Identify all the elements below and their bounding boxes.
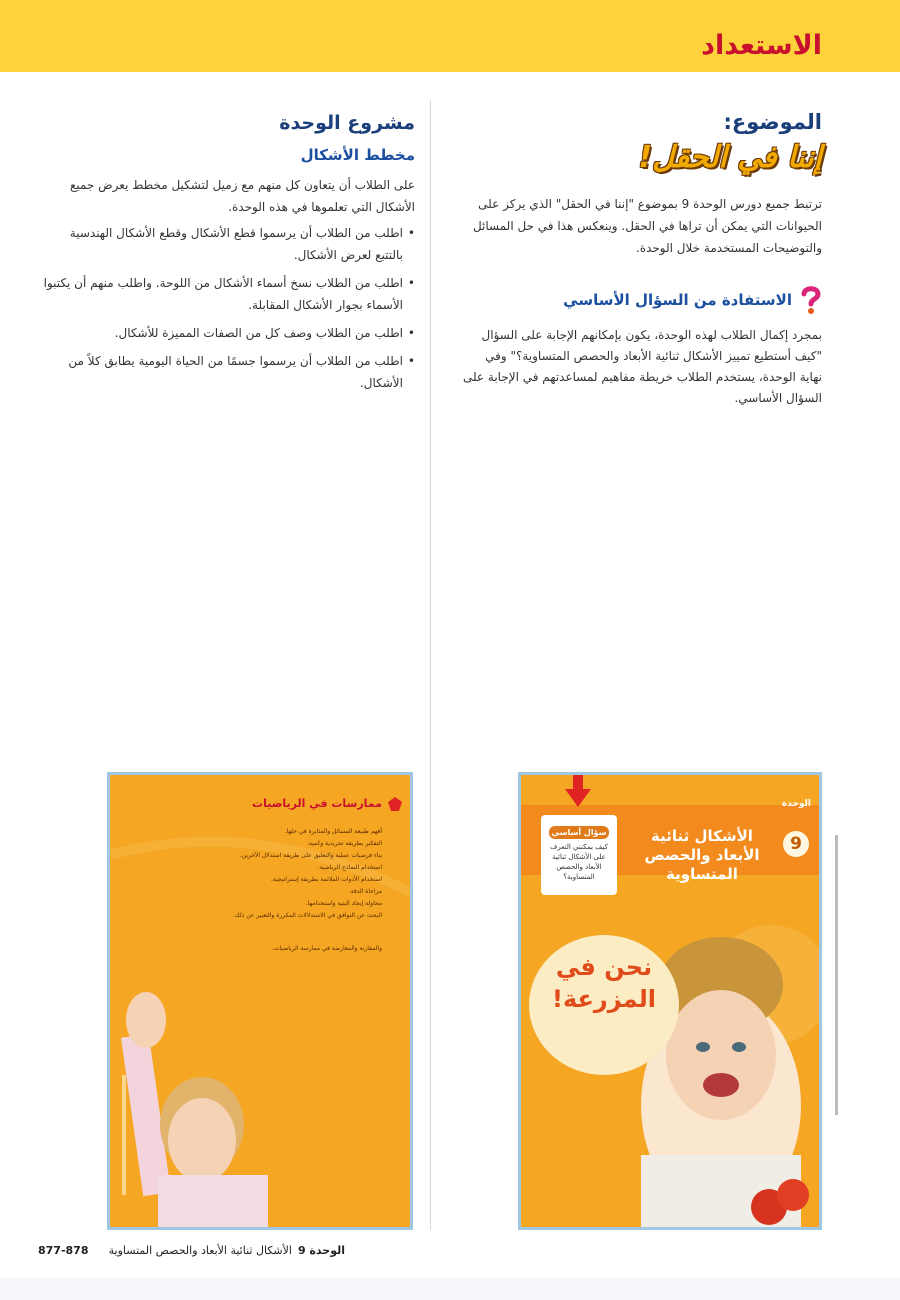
list-item: أفهم طبيعة المسائل والمثابرة في حلها. [284, 828, 382, 835]
cover-essential-question-box [541, 815, 617, 895]
practices-badge-icon [388, 797, 402, 811]
speech-bubble-text: نحن في المزرعة! [552, 953, 656, 1013]
project-title: مشروع الوحدة [279, 112, 415, 134]
topic-title: إننا في الحقل! [638, 140, 822, 175]
page-title: الاستعداد [701, 30, 822, 61]
cover-eq-label: سؤال أساسي [549, 826, 610, 839]
page-footer [109, 1244, 345, 1257]
list-item: • اطلب من الطلاب وصف كل من الصفات المميزة للأشكال. [40, 322, 415, 344]
cover-unit-title: الأشكال ثنائية الأبعاد والحصص المتساوية [644, 827, 760, 883]
question-mark-icon [800, 285, 822, 315]
essential-question-heading [462, 285, 822, 315]
practices-cover-image [107, 772, 413, 1230]
down-arrow-icon [565, 775, 591, 807]
essential-question-title: الاستفادة من السؤال الأساسي [563, 291, 792, 309]
column-divider [430, 100, 431, 1230]
list-item: مراعاة الدقة. [348, 888, 382, 895]
topic-section [462, 110, 822, 259]
vertical-credit-strip [122, 1075, 126, 1195]
essential-question-body: بمجرد إكمال الطلاب لهذه الوحدة، يكون بإمكانهم الإجابة على السؤال "كيف أستطيع تمييز الأشكال ثنائية الأبعاد والحصص المتساوية؟" وفي نهاية الوحدة، يستخدم الطلاب خريطة مفاهيم لمساعدتهم في الإجابة على السؤال الأساسي. [462, 328, 822, 405]
list-item: محاولة إيجاد البنية واستخدامها. [305, 900, 382, 907]
project-intro: على الطلاب أن يتعاون كل منهم مع زميل لتشكيل مخطط يعرض جميع الأشكال التي تعلموها في هذه الوحدة. [69, 178, 415, 214]
list-item: التفكير بطريقة تجريدية وكمية. [306, 840, 382, 847]
footer-unit-prefix: الوحدة 9 [297, 1244, 345, 1257]
cover-eq-text: كيف يمكنني التعرف على الأشكال ثنائية الأبعاد والحصص المتساوية؟ [550, 843, 608, 881]
list-item: البحث عن التوافق في الاستدلالات المكررة والتعبير عن ذلك. [232, 912, 382, 919]
project-subtitle: مخطط الأشكال [300, 146, 415, 164]
unit-cover-image [518, 772, 822, 1230]
header-bar [0, 0, 900, 72]
list-item: • اطلب من الطلاب أن يرسموا جسمًا من الحياة اليومية يطابق كلاً من الأشكال. [40, 350, 415, 394]
footer-page-numbers: 877-878 [38, 1244, 89, 1257]
list-item: بناء فرضيات عملية والتعليق على طريقة استدلال الآخرين. [239, 852, 382, 859]
cover-spine-text-strip [832, 835, 842, 1115]
unit-project-section [40, 112, 415, 400]
cover-unit-label: الوحدة [781, 799, 811, 809]
practices-list [232, 827, 382, 923]
project-list [40, 222, 415, 394]
topic-label: الموضوع: [723, 110, 822, 134]
footer-unit-text: الأشكال ثنائية الأبعاد والحصص المتساوية [108, 1244, 292, 1257]
list-item: • اطلب من الطلاب أن يرسموا قطع الأشكال وقطع الأشكال الهندسية بالتتبع لعرض الأشكال. [40, 222, 415, 266]
essential-question-section [462, 285, 822, 409]
practices-title: ممارسات في الرياضيات [252, 797, 382, 810]
list-item: • اطلب من الطلاب نسخ أسماء الأشكال من اللوحة. واطلب منهم أن يكتبوا الأسماء بجوار الأشكال المقابلة. [40, 272, 415, 316]
list-item: استخدام النماذج الرياضية. [317, 864, 382, 871]
topic-body: ترتبط جميع دورس الوحدة 9 بموضوع "إننا في الحقل" الذي يركز على الحيوانات التي يمكن أن تراها في الحقل. وينعكس هذا في حل المسائل والتوضيحات المستخدمة خلال الوحدة. [472, 197, 822, 255]
list-item: استخدام الأدوات الملائمة بطريقة إستراتيجية. [270, 876, 382, 883]
practices-foot-note: والمقارنة والمعارضة في ممارسة الرياضيات. [271, 945, 382, 952]
cover-unit-number: 9 [783, 831, 809, 857]
bottom-band [0, 1278, 900, 1300]
